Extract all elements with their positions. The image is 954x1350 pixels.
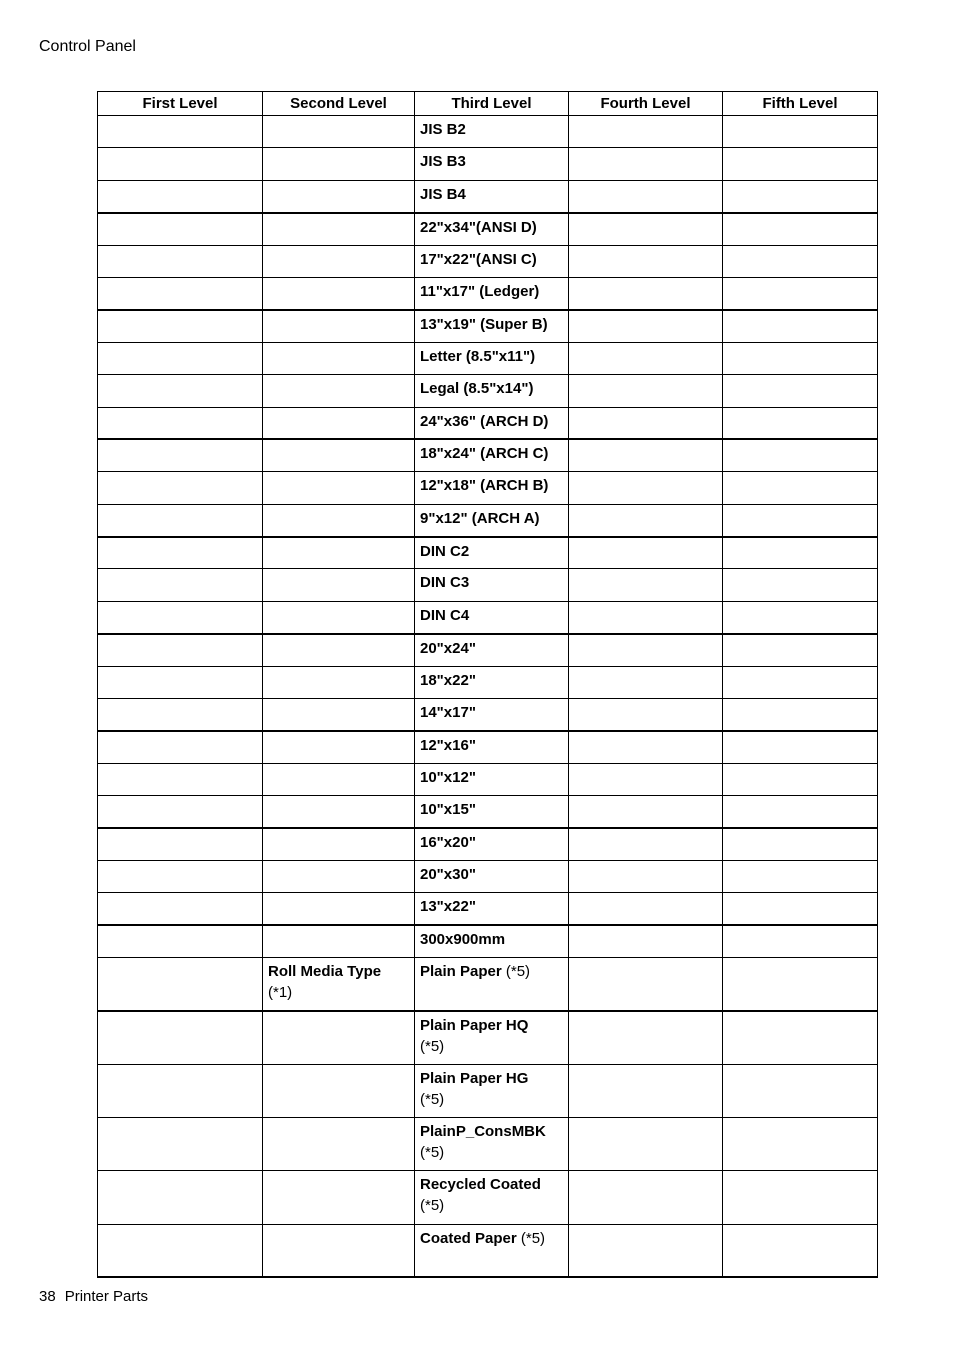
cell-fourth-level	[569, 569, 723, 601]
menu-table	[97, 91, 878, 1278]
cell-first-level	[98, 601, 263, 633]
cell-third-level	[415, 1064, 569, 1117]
table-row	[98, 116, 878, 148]
cell-second-level	[263, 439, 415, 471]
table-row	[98, 860, 878, 892]
cell-first-level	[98, 537, 263, 569]
cell-first-level	[98, 958, 263, 1011]
cell-third-level	[415, 375, 569, 407]
cell-second-level	[263, 116, 415, 148]
cell-fifth-level	[723, 537, 878, 569]
cell-second-level	[263, 148, 415, 180]
cell-third-level	[415, 504, 569, 536]
cell-third-level	[415, 569, 569, 601]
cell-fifth-level	[723, 763, 878, 795]
table-row	[98, 796, 878, 828]
cell-second-level	[263, 1011, 415, 1064]
cell-fifth-level	[723, 796, 878, 828]
cell-third-level	[415, 925, 569, 957]
cell-fifth-level	[723, 213, 878, 245]
table-row	[98, 601, 878, 633]
table-row	[98, 634, 878, 666]
third-level-label: Coated Paper	[420, 1229, 517, 1247]
third-level-label: DIN C2	[420, 542, 470, 560]
cell-fourth-level	[569, 472, 723, 504]
cell-second-level	[263, 925, 415, 957]
cell-fifth-level	[723, 925, 878, 957]
table-row	[98, 763, 878, 795]
table-row	[98, 439, 878, 471]
cell-fifth-level	[723, 1224, 878, 1277]
third-level-label: 9"x12" (ARCH A)	[420, 509, 540, 527]
cell-second-level	[263, 569, 415, 601]
cell-first-level	[98, 1118, 263, 1171]
cell-first-level	[98, 1064, 263, 1117]
cell-second-level	[263, 245, 415, 277]
column-header-fourth-level: Fourth Level	[569, 92, 723, 116]
table-row	[98, 1224, 878, 1277]
cell-first-level	[98, 731, 263, 763]
cell-third-level	[415, 860, 569, 892]
table-row	[98, 1011, 878, 1064]
cell-fifth-level	[723, 342, 878, 374]
column-header-fifth-level: Fifth Level	[723, 92, 878, 116]
third-level-note: (*5)	[420, 1197, 445, 1215]
cell-fifth-level	[723, 148, 878, 180]
third-level-label: 18"x22"	[420, 671, 476, 689]
cell-fourth-level	[569, 148, 723, 180]
third-level-label: 13"x19" (Super B)	[420, 315, 548, 333]
cell-fifth-level	[723, 731, 878, 763]
cell-fifth-level	[723, 310, 878, 342]
cell-second-level	[263, 634, 415, 666]
cell-fifth-level	[723, 828, 878, 860]
table-row	[98, 277, 878, 309]
third-level-label: 12"x18" (ARCH B)	[420, 477, 549, 495]
cell-fifth-level	[723, 1171, 878, 1224]
cell-fifth-level	[723, 277, 878, 309]
cell-second-level	[263, 213, 415, 245]
cell-third-level	[415, 1171, 569, 1224]
third-level-label: 16"x20"	[420, 834, 476, 852]
cell-fourth-level	[569, 245, 723, 277]
cell-third-level	[415, 731, 569, 763]
cell-second-level	[263, 1118, 415, 1171]
cell-first-level	[98, 1224, 263, 1277]
page-footer	[39, 1287, 148, 1307]
cell-third-level	[415, 213, 569, 245]
cell-first-level	[98, 893, 263, 925]
cell-fourth-level	[569, 893, 723, 925]
cell-fifth-level	[723, 958, 878, 1011]
cell-third-level	[415, 245, 569, 277]
cell-fifth-level	[723, 245, 878, 277]
cell-fourth-level	[569, 860, 723, 892]
third-level-label: DIN C3	[420, 574, 470, 592]
cell-third-level	[415, 472, 569, 504]
cell-second-level	[263, 893, 415, 925]
cell-second-level	[263, 666, 415, 698]
cell-fourth-level	[569, 116, 723, 148]
cell-second-level	[263, 180, 415, 212]
cell-third-level	[415, 796, 569, 828]
cell-third-level	[415, 342, 569, 374]
cell-fifth-level	[723, 504, 878, 536]
cell-third-level	[415, 439, 569, 471]
cell-second-level	[263, 472, 415, 504]
cell-third-level	[415, 537, 569, 569]
cell-second-level	[263, 731, 415, 763]
table-row	[98, 828, 878, 860]
table-row	[98, 342, 878, 374]
cell-fourth-level	[569, 504, 723, 536]
cell-fourth-level	[569, 828, 723, 860]
third-level-note: (*5)	[420, 1144, 445, 1162]
cell-second-level	[263, 958, 415, 1011]
cell-first-level	[98, 699, 263, 731]
cell-fourth-level	[569, 763, 723, 795]
cell-fourth-level	[569, 439, 723, 471]
cell-fourth-level	[569, 925, 723, 957]
table-row	[98, 666, 878, 698]
cell-first-level	[98, 407, 263, 439]
cell-fifth-level	[723, 180, 878, 212]
cell-first-level	[98, 860, 263, 892]
third-level-label: Plain Paper HG	[420, 1069, 529, 1087]
cell-fourth-level	[569, 180, 723, 212]
cell-first-level	[98, 925, 263, 957]
cell-fourth-level	[569, 601, 723, 633]
cell-third-level	[415, 666, 569, 698]
cell-fifth-level	[723, 472, 878, 504]
table-row	[98, 1064, 878, 1117]
page-header: Control Panel	[39, 38, 136, 55]
table-row	[98, 925, 878, 957]
cell-third-level	[415, 699, 569, 731]
third-level-label: 14"x17"	[420, 704, 476, 722]
third-level-label: 10"x15"	[420, 801, 476, 819]
cell-third-level	[415, 1118, 569, 1171]
third-level-label: 20"x24"	[420, 639, 476, 657]
cell-second-level	[263, 1171, 415, 1224]
cell-fourth-level	[569, 666, 723, 698]
cell-fifth-level	[723, 1118, 878, 1171]
cell-first-level	[98, 342, 263, 374]
column-header-first-level: First Level	[98, 92, 263, 116]
table-row	[98, 958, 878, 1011]
third-level-note: (*5)	[505, 963, 531, 981]
table-row	[98, 148, 878, 180]
cell-third-level	[415, 828, 569, 860]
table-row	[98, 1118, 878, 1171]
cell-fourth-level	[569, 277, 723, 309]
cell-second-level	[263, 375, 415, 407]
table-row	[98, 731, 878, 763]
table-row	[98, 213, 878, 245]
table-row	[98, 180, 878, 212]
footer-section-title: Printer Parts	[64, 1288, 149, 1305]
third-level-label: JIS B3	[420, 153, 466, 171]
cell-fourth-level	[569, 634, 723, 666]
cell-fifth-level	[723, 1064, 878, 1117]
cell-fifth-level	[723, 699, 878, 731]
table-row	[98, 472, 878, 504]
third-level-label: 13"x22"	[420, 898, 476, 916]
cell-fifth-level	[723, 601, 878, 633]
cell-first-level	[98, 245, 263, 277]
third-level-label: 18"x24" (ARCH C)	[420, 445, 549, 463]
cell-second-level	[263, 699, 415, 731]
cell-fifth-level	[723, 860, 878, 892]
second-level-label: Roll Media Type	[268, 963, 382, 981]
third-level-label: Letter (8.5"x11")	[420, 347, 536, 365]
cell-fifth-level	[723, 893, 878, 925]
cell-fourth-level	[569, 537, 723, 569]
third-level-label: 11"x17" (Ledger)	[420, 282, 540, 300]
cell-fourth-level	[569, 407, 723, 439]
third-level-note: (*5)	[520, 1229, 546, 1247]
cell-fourth-level	[569, 731, 723, 763]
cell-third-level	[415, 763, 569, 795]
table-row	[98, 375, 878, 407]
cell-third-level	[415, 958, 569, 1011]
cell-second-level	[263, 537, 415, 569]
cell-first-level	[98, 763, 263, 795]
third-level-label: Plain Paper HQ	[420, 1016, 529, 1034]
cell-fourth-level	[569, 213, 723, 245]
cell-first-level	[98, 828, 263, 860]
cell-first-level	[98, 277, 263, 309]
third-level-note: (*5)	[420, 1037, 445, 1055]
column-header-second-level: Second Level	[263, 92, 415, 116]
cell-third-level	[415, 407, 569, 439]
cell-fifth-level	[723, 375, 878, 407]
cell-first-level	[98, 634, 263, 666]
cell-first-level	[98, 439, 263, 471]
cell-second-level	[263, 601, 415, 633]
cell-fourth-level	[569, 1118, 723, 1171]
cell-third-level	[415, 277, 569, 309]
cell-fifth-level	[723, 666, 878, 698]
table-row	[98, 893, 878, 925]
cell-second-level	[263, 860, 415, 892]
third-level-label: 10"x12"	[420, 768, 476, 786]
cell-fifth-level	[723, 1011, 878, 1064]
table-row	[98, 699, 878, 731]
cell-fifth-level	[723, 634, 878, 666]
cell-fourth-level	[569, 796, 723, 828]
cell-fifth-level	[723, 116, 878, 148]
table-row	[98, 1171, 878, 1224]
third-level-note: (*5)	[420, 1090, 445, 1108]
cell-second-level	[263, 407, 415, 439]
table-header-row	[98, 92, 878, 116]
cell-fourth-level	[569, 699, 723, 731]
cell-second-level	[263, 796, 415, 828]
cell-fourth-level	[569, 1011, 723, 1064]
table-row	[98, 310, 878, 342]
third-level-label: 12"x16"	[420, 736, 476, 754]
column-header-third-level: Third Level	[415, 92, 569, 116]
cell-third-level	[415, 1224, 569, 1277]
third-level-label: 300x900mm	[420, 931, 506, 949]
cell-first-level	[98, 375, 263, 407]
cell-second-level	[263, 277, 415, 309]
cell-second-level	[263, 763, 415, 795]
cell-fourth-level	[569, 1171, 723, 1224]
cell-third-level	[415, 310, 569, 342]
cell-third-level	[415, 148, 569, 180]
table-row	[98, 537, 878, 569]
third-level-label: 20"x30"	[420, 865, 476, 883]
cell-first-level	[98, 1171, 263, 1224]
cell-first-level	[98, 1011, 263, 1064]
cell-second-level	[263, 310, 415, 342]
third-level-label: 17"x22"(ANSI C)	[420, 250, 537, 268]
cell-fourth-level	[569, 958, 723, 1011]
third-level-label: JIS B4	[420, 185, 466, 203]
table-row	[98, 504, 878, 536]
cell-first-level	[98, 116, 263, 148]
third-level-label: Legal (8.5"x14")	[420, 380, 534, 398]
third-level-label: PlainP_ConsMBK	[420, 1123, 546, 1141]
cell-fourth-level	[569, 310, 723, 342]
cell-first-level	[98, 180, 263, 212]
cell-second-level	[263, 1224, 415, 1277]
cell-second-level	[263, 828, 415, 860]
cell-fourth-level	[569, 1224, 723, 1277]
third-level-label: Recycled Coated	[420, 1176, 541, 1194]
cell-fifth-level	[723, 407, 878, 439]
cell-third-level	[415, 893, 569, 925]
cell-first-level	[98, 310, 263, 342]
cell-first-level	[98, 213, 263, 245]
cell-third-level	[415, 180, 569, 212]
table-row	[98, 569, 878, 601]
cell-fifth-level	[723, 569, 878, 601]
table-row	[98, 407, 878, 439]
cell-fifth-level	[723, 439, 878, 471]
cell-second-level	[263, 1064, 415, 1117]
cell-third-level	[415, 634, 569, 666]
cell-first-level	[98, 472, 263, 504]
third-level-label: DIN C4	[420, 606, 470, 624]
cell-third-level	[415, 601, 569, 633]
cell-first-level	[98, 666, 263, 698]
cell-second-level	[263, 342, 415, 374]
cell-second-level	[263, 504, 415, 536]
cell-first-level	[98, 796, 263, 828]
cell-first-level	[98, 148, 263, 180]
page-number: 38	[39, 1288, 56, 1305]
cell-first-level	[98, 504, 263, 536]
third-level-label: 22"x34"(ANSI D)	[420, 218, 537, 236]
cell-first-level	[98, 569, 263, 601]
cell-third-level	[415, 116, 569, 148]
cell-third-level	[415, 1011, 569, 1064]
third-level-label: JIS B2	[420, 121, 466, 138]
third-level-label: Plain Paper	[420, 963, 502, 981]
cell-fourth-level	[569, 1064, 723, 1117]
cell-fourth-level	[569, 342, 723, 374]
table-row	[98, 245, 878, 277]
third-level-label: 24"x36" (ARCH D)	[420, 412, 549, 430]
table-body	[98, 116, 878, 1278]
second-level-note: (*1)	[268, 984, 293, 1002]
cell-fourth-level	[569, 375, 723, 407]
